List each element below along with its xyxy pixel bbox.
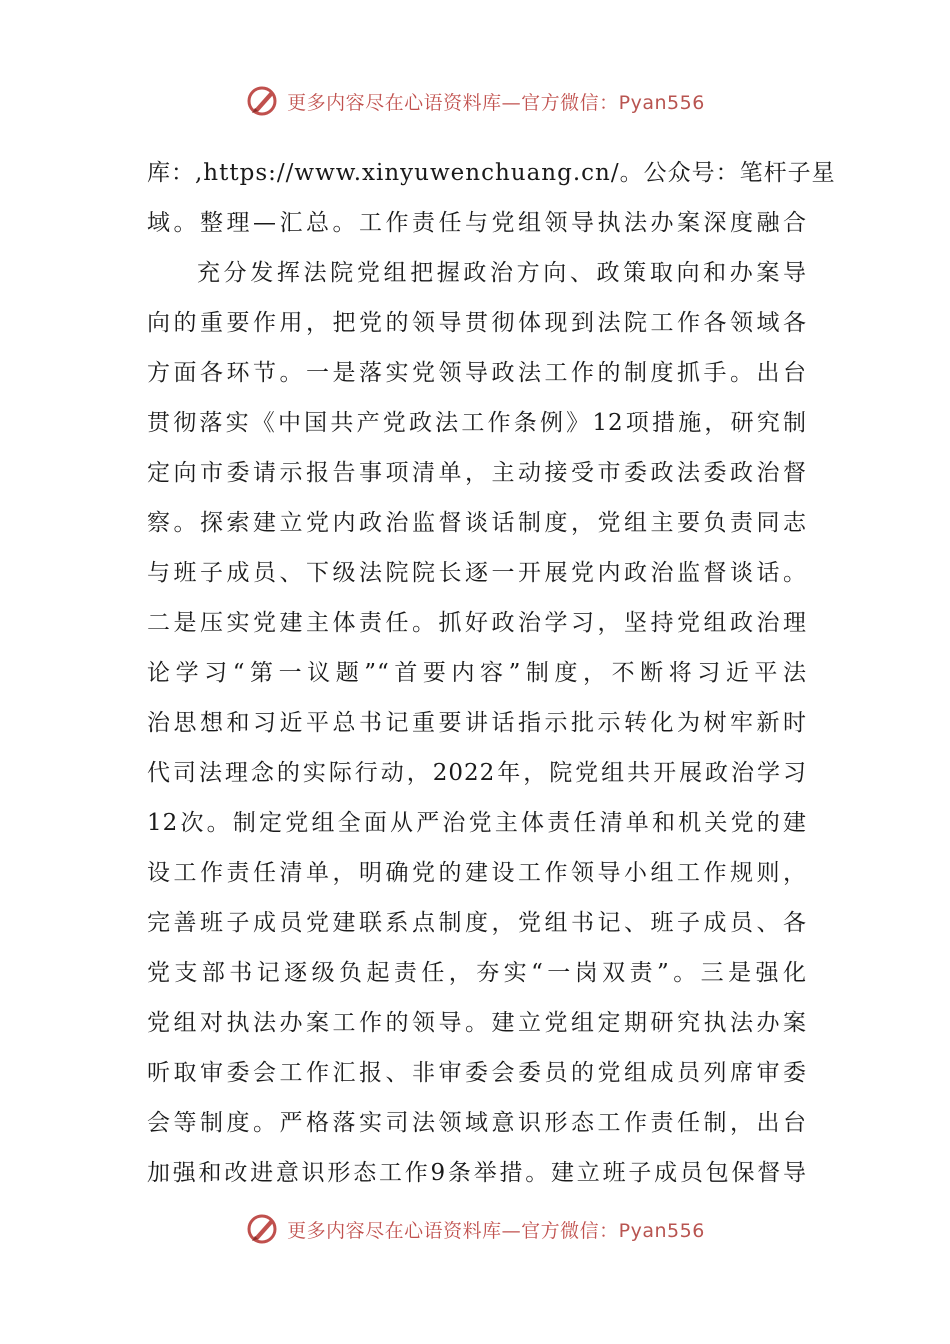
text-line: 会等制度。严格落实司法领域意识形态工作责任制，出台 [147,1110,807,1136]
text-line: 察。探索建立党内政治监督谈话制度，党组主要负责同志 [147,510,807,536]
text-line: 党支部书记逐级负起责任，夯实“一岗双责”。三是强化 [147,960,807,986]
text-line: 向的重要作用，把党的领导贯彻体现到法院工作各领域各 [147,310,807,336]
text-line: 治思想和习近平总书记重要讲话指示批示转化为树牢新时 [147,710,807,736]
header-watermark-banner [0,84,950,118]
footer-watermark-banner [0,1212,950,1246]
text-line: 库：,https://www.xinyuwenchuang.cn/。公众号：笔杆子星 [147,160,836,186]
text-line: 域。整理—汇总。工作责任与党组领导执法办案深度融合 [147,210,807,236]
text-line: 党组对执法办案工作的领导。建立党组定期研究执法办案 [147,1010,807,1036]
text-line: 设工作责任清单，明确党的建设工作领导小组工作规则， [147,860,807,886]
text-line: 12次。制定党组全面从严治党主体责任清单和机关党的建 [147,810,807,836]
text-line: 方面各环节。一是落实党领导政法工作的制度抓手。出台 [147,360,807,386]
paragraph-first-line: 充分发挥法院党组把握政治方向、政策取向和办案导 [197,260,807,286]
text-line: 与班子成员、下级法院院长逐一开展党内政治监督谈话。 [147,560,807,586]
text-line: 二是压实党建主体责任。抓好政治学习，坚持党组政治理 [147,610,807,636]
text-line: 完善班子成员党建联系点制度，党组书记、班子成员、各 [147,910,807,936]
document-body [147,148,836,1198]
pen-logo-icon [245,84,279,118]
text-line: 听取审委会工作汇报、非审委会委员的党组成员列席审委 [147,1060,807,1086]
text-line: 代司法理念的实际行动，2022年，院党组共开展政治学习 [147,760,807,786]
text-line: 论学习“第一议题”“首要内容”制度，不断将习近平法 [147,660,807,686]
header-banner-label: 更多内容尽在心语资料库—官方微信：Pyan556 [287,91,705,114]
footer-banner-label: 更多内容尽在心语资料库—官方微信：Pyan556 [287,1219,705,1242]
pen-logo-icon [245,1212,279,1246]
text-line: 加强和改进意识形态工作9条举措。建立班子成员包保督导 [147,1160,807,1186]
text-line: 贯彻落实《中国共产党政法工作条例》12项措施，研究制 [147,410,807,436]
text-line: 定向市委请示报告事项清单，主动接受市委政法委政治督 [147,460,807,486]
